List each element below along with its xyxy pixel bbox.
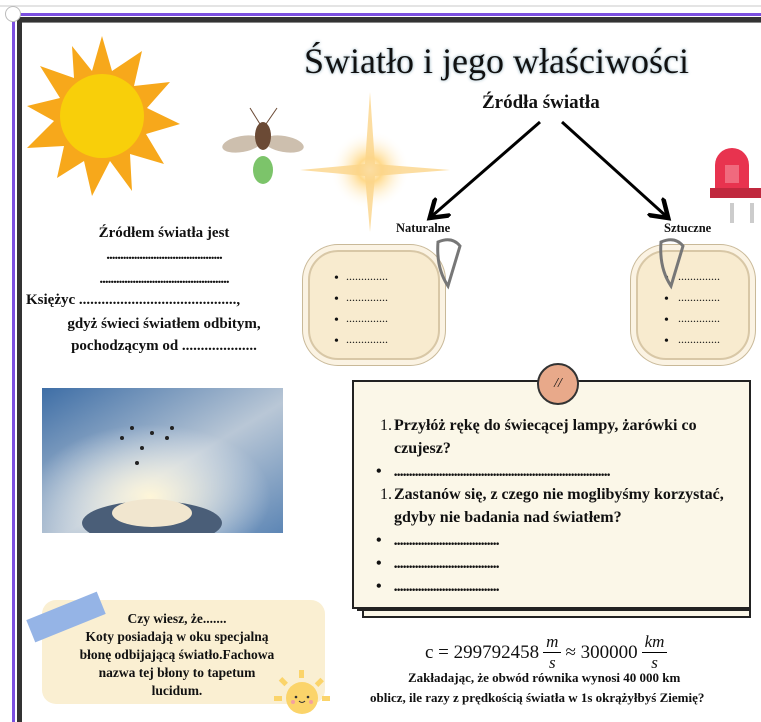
list-item: .............. xyxy=(678,311,720,325)
task-line-2: oblicz, ile razy z prędkością światła w 1s okrążyłbyś Ziemię? xyxy=(370,690,705,705)
natural-sources-note: .............. .............. .............. .............. • • • • xyxy=(308,250,440,360)
question-2: 1. Zastanów się, z czego nie moglibyśmy korzystać, gdyby nie badania nad światłem? xyxy=(380,486,724,526)
list-item: .............. xyxy=(346,332,388,346)
answer-line: • ................................... xyxy=(376,532,499,549)
selection-border-left xyxy=(12,13,15,722)
left-text-line: Źródłem światła jest xyxy=(98,225,230,241)
questions-card xyxy=(352,380,751,609)
artificial-sources-note: .............. .............. .............. .............. • • • • xyxy=(636,250,750,360)
fun-fact-heading: Czy wiesz, że....... xyxy=(127,611,227,626)
left-text-blank: .......................................... xyxy=(106,247,222,263)
light-speed-formula: c = 299792458 $\frac{m}{s}$ ≈ 300000 km s xyxy=(425,632,671,673)
list-item: .............. xyxy=(346,290,388,304)
list-item: .............. xyxy=(678,290,720,304)
list-item: .............. xyxy=(678,332,720,346)
subtitle: Źródła światła xyxy=(482,92,600,113)
list-item: .............. xyxy=(346,311,388,325)
question-1: 1. Przyłóż rękę do świecącej lampy, żarówki co czujesz? xyxy=(380,417,697,457)
list-item: .............. xyxy=(678,269,720,283)
answer-line: • ........................................................................ xyxy=(376,463,610,480)
list-item: .............. xyxy=(346,269,388,283)
left-text-line: pochodzącym od .................... xyxy=(71,338,257,354)
left-text-line: Księżyc .........................................., xyxy=(26,292,241,308)
page-title: Światło i jego właściwości xyxy=(304,41,689,81)
top-divider xyxy=(0,5,761,7)
paperclip-icon xyxy=(655,238,689,290)
firefly-image xyxy=(222,104,304,188)
answer-line: • ................................... xyxy=(376,555,499,572)
led-icon xyxy=(710,143,761,225)
left-text-line: gdyż świeci światłem odbitym, xyxy=(67,316,261,332)
selection-border-top xyxy=(12,13,761,16)
answer-line: • ................................... xyxy=(376,578,499,595)
smiling-sun-icon xyxy=(272,668,332,722)
paperclip-icon xyxy=(432,238,466,290)
sky-sunrays-photo xyxy=(42,388,283,533)
label-artificial: Sztuczne xyxy=(664,221,712,235)
resize-handle[interactable] xyxy=(5,6,21,22)
pin-icon: // xyxy=(537,363,579,405)
fun-fact-text: Koty posiadają w oku specjalną błonę odbijającą światło.Fachowa nazwa tej błony to tapetum lucidum. xyxy=(79,629,275,698)
task-line-1: Zakładając, że obwód równika wynosi 40 000 km xyxy=(408,670,681,685)
sun-icon xyxy=(20,36,180,201)
branch-arrows xyxy=(420,118,680,223)
page-frame-top xyxy=(17,17,761,23)
label-natural: Naturalne xyxy=(396,221,451,235)
left-text-blank: ............................................... xyxy=(99,271,229,287)
